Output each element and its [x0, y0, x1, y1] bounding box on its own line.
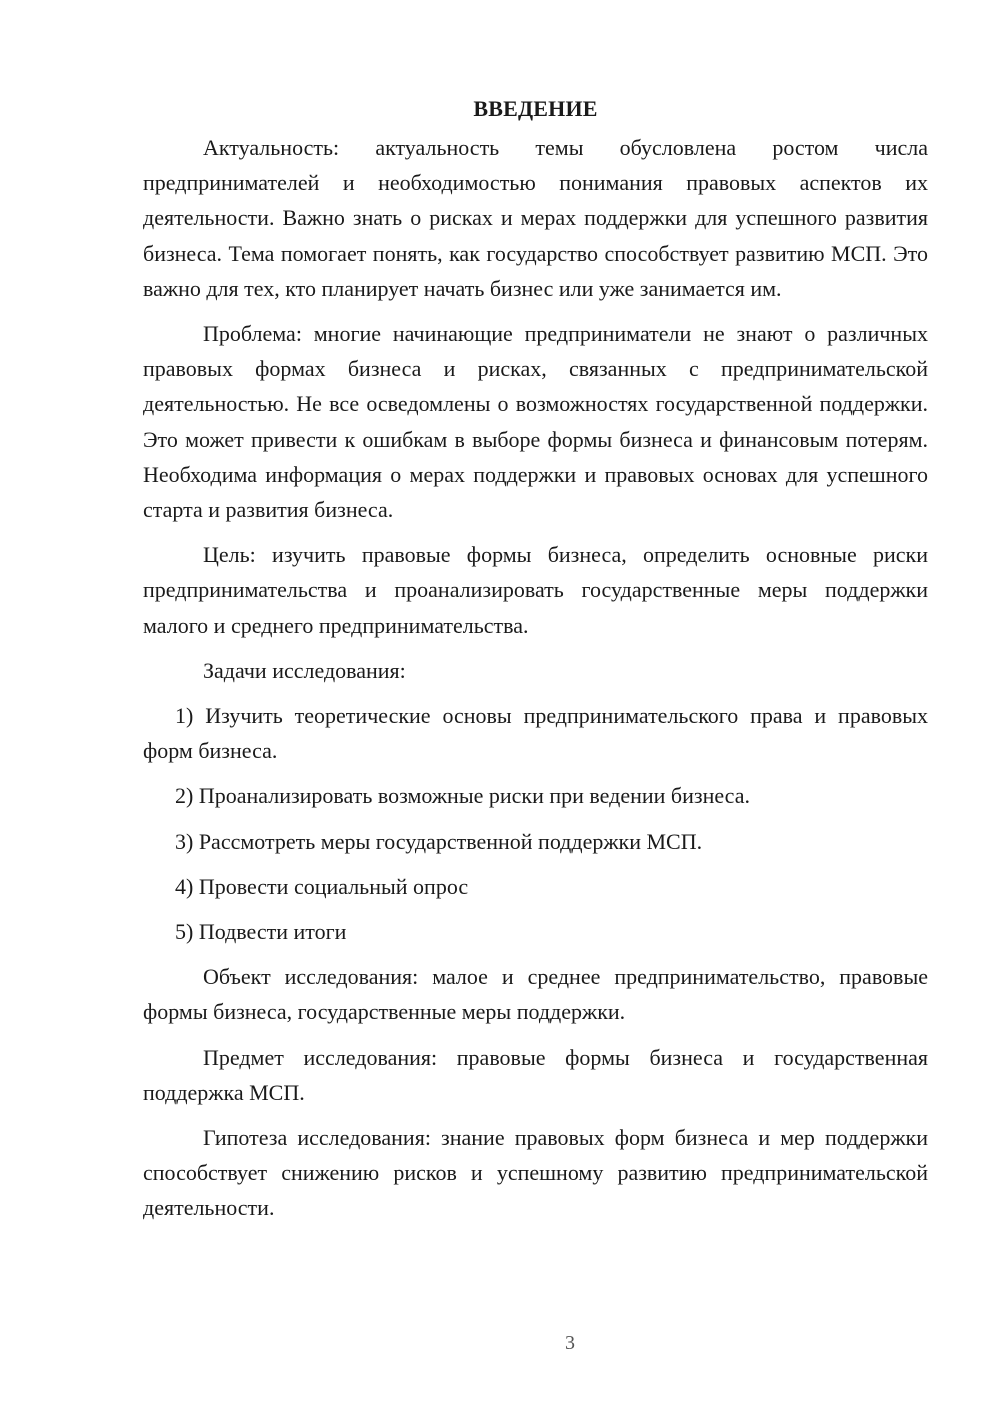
list-item: 3) Рассмотреть меры государственной поддержки МСП.: [175, 828, 703, 854]
document-page: [143, 94, 928, 1236]
list-item: 1) Изучить теоретические основы предпринимательского права и правовых форм бизнеса.: [143, 703, 928, 764]
tasks-heading: Задачи исследования:: [203, 657, 406, 683]
paragraph-hypothesis: Гипотеза исследования: знание правовых форм бизнеса и мер поддержки способствует снижению рисков и успешному развитию предпринимательской деятельности.: [143, 1125, 928, 1221]
page-number: 3: [565, 1332, 575, 1354]
tasks-list: [143, 698, 928, 949]
paragraph-goal: Цель: изучить правовые формы бизнеса, определить основные риски предпринимательства и проанализировать государственные меры поддержки малого и среднего предпринимательства.: [143, 542, 928, 638]
paragraph-object: Объект исследования: малое и среднее предпринимательство, правовые формы бизнеса, государственные меры поддержки.: [143, 964, 928, 1025]
page-title: ВВЕДЕНИЕ: [473, 96, 598, 121]
paragraph-subject: Предмет исследования: правовые формы бизнеса и государственная поддержка МСП.: [143, 1044, 928, 1105]
list-item: 2) Проанализировать возможные риски при ведении бизнеса.: [175, 783, 750, 809]
list-item: 4) Провести социальный опрос: [175, 873, 469, 899]
paragraph-relevance: Актуальность: актуальность темы обусловлена ростом числа предпринимателей и необходимостью понимания правовых аспектов их деятельности. Важно знать о рисках и мерах поддержки для успешного развития бизнеса. Тема помогает понять, как государство способствует развитию МСП. Это важно для тех, кто планирует начать бизнес или уже занимается им.: [143, 135, 928, 301]
list-item: 5) Подвести итоги: [175, 919, 347, 945]
paragraph-problem: Проблема: многие начинающие предприниматели не знают о различных правовых формах бизнеса и рисках, связанных с предпринимательской деятельностью. Не все осведомлены о возможностях государственной поддержки. Это может привести к ошибкам в выборе формы бизнеса и финансовым потерям. Необходима информация о мерах поддержки и правовых основах для успешного старта и развития бизнеса.: [143, 321, 928, 523]
